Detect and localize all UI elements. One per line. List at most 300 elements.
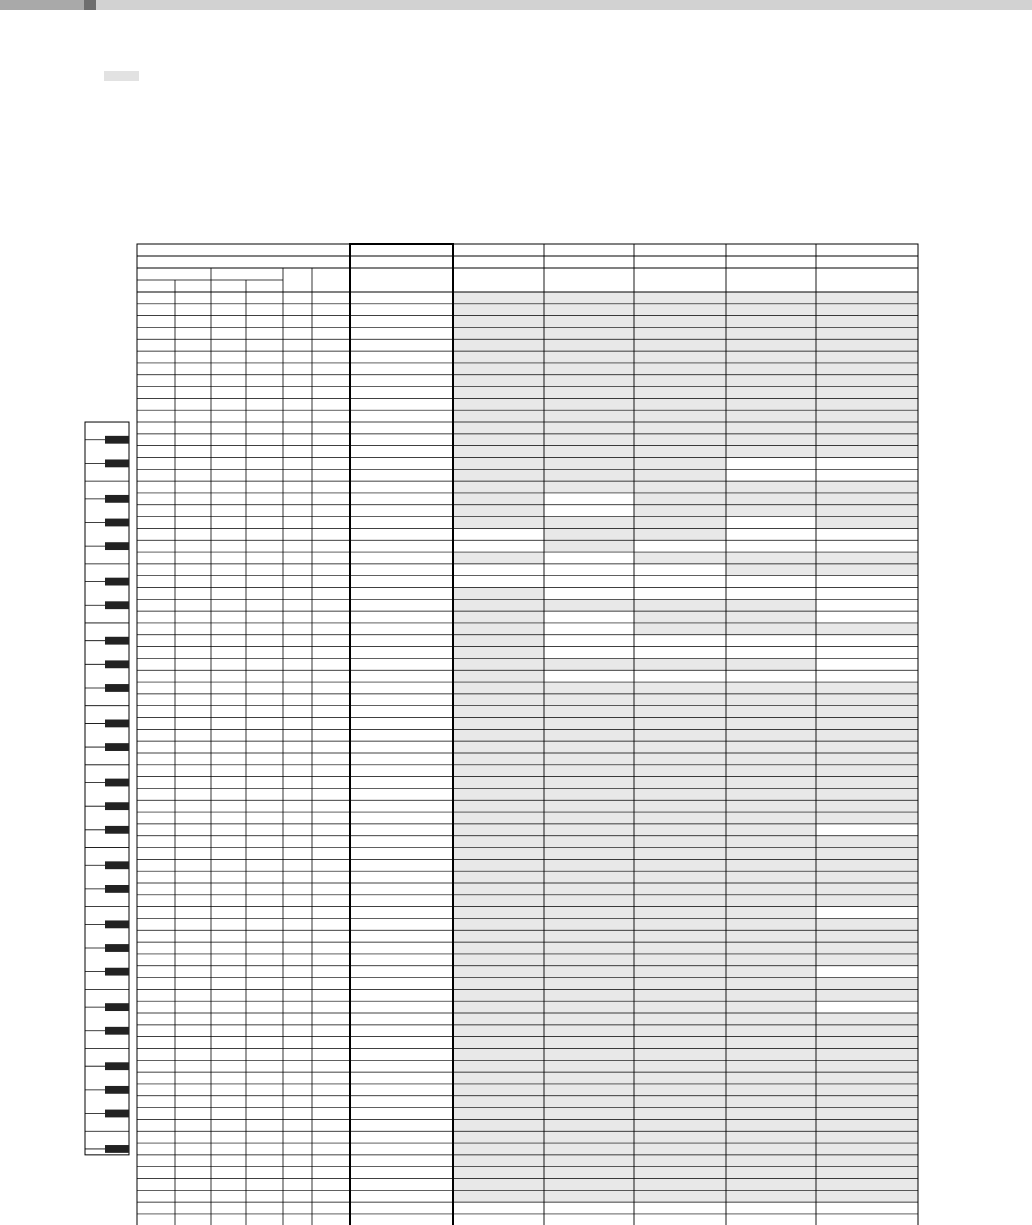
shaded-cell bbox=[453, 398, 544, 410]
shaded-cell bbox=[544, 1119, 634, 1131]
shaded-cell bbox=[634, 1179, 726, 1191]
shaded-cell bbox=[816, 1119, 918, 1131]
shaded-cell bbox=[634, 611, 726, 623]
shaded-cell bbox=[816, 871, 918, 883]
shaded-cell bbox=[634, 552, 726, 564]
shaded-cell bbox=[544, 907, 634, 919]
shaded-cell bbox=[634, 481, 726, 493]
shaded-cell bbox=[544, 316, 634, 328]
shaded-cell bbox=[453, 304, 544, 316]
shaded-cell bbox=[816, 978, 918, 990]
shaded-cell bbox=[544, 682, 634, 694]
shaded-cell bbox=[816, 316, 918, 328]
shaded-cell bbox=[726, 505, 816, 517]
shaded-cell bbox=[634, 1001, 726, 1013]
black-key bbox=[105, 519, 129, 527]
shaded-cell bbox=[544, 859, 634, 871]
shaded-cell bbox=[544, 434, 634, 446]
shaded-cell bbox=[726, 978, 816, 990]
shaded-cell bbox=[634, 422, 726, 434]
shaded-cell bbox=[634, 517, 726, 529]
black-key bbox=[105, 1110, 129, 1118]
shaded-cell bbox=[544, 966, 634, 978]
shaded-cell bbox=[544, 942, 634, 954]
shaded-cell bbox=[816, 706, 918, 718]
shaded-cell bbox=[816, 517, 918, 529]
shaded-cell bbox=[453, 446, 544, 458]
shaded-cell bbox=[816, 883, 918, 895]
shaded-cell bbox=[453, 706, 544, 718]
shaded-cell bbox=[634, 469, 726, 481]
shaded-cell bbox=[634, 658, 726, 670]
shaded-cell bbox=[544, 1013, 634, 1025]
shaded-cell bbox=[726, 1143, 816, 1155]
shaded-cell bbox=[453, 1084, 544, 1096]
shaded-cell bbox=[726, 1167, 816, 1179]
shaded-cell bbox=[453, 883, 544, 895]
shaded-cell bbox=[453, 1096, 544, 1108]
shaded-cell bbox=[453, 517, 544, 529]
shaded-cell bbox=[634, 1025, 726, 1037]
shaded-cell bbox=[634, 339, 726, 351]
shaded-cell bbox=[634, 836, 726, 848]
shaded-cell bbox=[634, 765, 726, 777]
shaded-cell bbox=[544, 387, 634, 399]
shaded-cell bbox=[816, 836, 918, 848]
shaded-cell bbox=[453, 1155, 544, 1167]
shaded-cell bbox=[544, 1084, 634, 1096]
shaded-cell bbox=[453, 422, 544, 434]
shaded-cell bbox=[544, 469, 634, 481]
black-key bbox=[105, 1086, 129, 1094]
shaded-cell bbox=[544, 1096, 634, 1108]
shaded-cell bbox=[544, 800, 634, 812]
shaded-cell bbox=[544, 1001, 634, 1013]
shaded-cell bbox=[634, 446, 726, 458]
shaded-cell bbox=[726, 895, 816, 907]
shaded-cell bbox=[634, 1084, 726, 1096]
shaded-cell bbox=[726, 859, 816, 871]
shaded-cell bbox=[453, 800, 544, 812]
shaded-cell bbox=[544, 339, 634, 351]
shaded-cell bbox=[453, 1048, 544, 1060]
shaded-cell bbox=[453, 930, 544, 942]
shaded-cell bbox=[634, 1108, 726, 1120]
shaded-cell bbox=[816, 859, 918, 871]
shaded-cell bbox=[453, 599, 544, 611]
shaded-cell bbox=[544, 788, 634, 800]
shaded-cell bbox=[544, 599, 634, 611]
black-key bbox=[105, 436, 129, 444]
shaded-cell bbox=[453, 327, 544, 339]
shaded-cell bbox=[544, 1155, 634, 1167]
shaded-cell bbox=[816, 410, 918, 422]
shaded-cell bbox=[816, 339, 918, 351]
shaded-cell bbox=[453, 824, 544, 836]
shaded-cell bbox=[453, 812, 544, 824]
shaded-cell bbox=[634, 434, 726, 446]
shaded-cell bbox=[816, 1025, 918, 1037]
shaded-cell bbox=[726, 753, 816, 765]
shaded-cell bbox=[726, 741, 816, 753]
shaded-cell bbox=[453, 753, 544, 765]
shaded-cell bbox=[726, 1190, 816, 1202]
shaded-cell bbox=[453, 1060, 544, 1072]
shaded-cell bbox=[726, 493, 816, 505]
shaded-cell bbox=[544, 1143, 634, 1155]
shaded-cell bbox=[453, 907, 544, 919]
black-key bbox=[105, 743, 129, 751]
shaded-cell bbox=[634, 363, 726, 375]
shaded-cell bbox=[634, 316, 726, 328]
shaded-cell bbox=[544, 978, 634, 990]
shaded-cell bbox=[634, 1155, 726, 1167]
black-key bbox=[105, 578, 129, 586]
shaded-cell bbox=[544, 1025, 634, 1037]
shaded-cell bbox=[634, 1013, 726, 1025]
shaded-cell bbox=[453, 552, 544, 564]
shaded-cell bbox=[816, 1037, 918, 1049]
shaded-cell bbox=[544, 1072, 634, 1084]
shaded-cell bbox=[816, 1096, 918, 1108]
black-key bbox=[105, 684, 129, 692]
shaded-cell bbox=[726, 788, 816, 800]
black-key bbox=[105, 826, 129, 834]
shaded-cell bbox=[634, 387, 726, 399]
shaded-cell bbox=[726, 765, 816, 777]
shaded-cell bbox=[544, 481, 634, 493]
shaded-cell bbox=[544, 398, 634, 410]
shaded-cell bbox=[634, 907, 726, 919]
shaded-cell bbox=[726, 1025, 816, 1037]
shaded-cell bbox=[816, 1179, 918, 1191]
black-key bbox=[105, 802, 129, 810]
shaded-cell bbox=[816, 422, 918, 434]
shaded-cell bbox=[726, 552, 816, 564]
black-key bbox=[105, 495, 129, 503]
shaded-cell bbox=[726, 339, 816, 351]
shaded-cell bbox=[634, 398, 726, 410]
shaded-cell bbox=[816, 552, 918, 564]
shaded-cell bbox=[816, 1084, 918, 1096]
shaded-cell bbox=[544, 848, 634, 860]
shaded-cell bbox=[634, 304, 726, 316]
shaded-cell bbox=[453, 1143, 544, 1155]
shaded-cell bbox=[453, 635, 544, 647]
shaded-cell bbox=[453, 741, 544, 753]
shaded-cell bbox=[726, 800, 816, 812]
shaded-cell bbox=[816, 292, 918, 304]
shaded-cell bbox=[726, 1096, 816, 1108]
shaded-cell bbox=[726, 387, 816, 399]
shaded-cell bbox=[634, 1167, 726, 1179]
shaded-cell bbox=[816, 848, 918, 860]
shaded-cell bbox=[453, 481, 544, 493]
black-key bbox=[105, 885, 129, 893]
shaded-cell bbox=[634, 777, 726, 789]
shaded-cell bbox=[816, 1131, 918, 1143]
shaded-cell bbox=[816, 753, 918, 765]
shaded-cell bbox=[453, 469, 544, 481]
shaded-cell bbox=[726, 658, 816, 670]
shaded-cell bbox=[544, 446, 634, 458]
shaded-cell bbox=[544, 1108, 634, 1120]
shaded-cell bbox=[816, 788, 918, 800]
shaded-cell bbox=[816, 682, 918, 694]
shaded-cell bbox=[544, 658, 634, 670]
black-key bbox=[105, 944, 129, 952]
shaded-cell bbox=[816, 777, 918, 789]
black-key bbox=[105, 779, 129, 787]
shaded-cell bbox=[816, 387, 918, 399]
shaded-cell bbox=[726, 824, 816, 836]
shaded-cell bbox=[816, 434, 918, 446]
shaded-cell bbox=[726, 1013, 816, 1025]
shaded-cell bbox=[544, 718, 634, 730]
shaded-cell bbox=[453, 611, 544, 623]
shaded-cell bbox=[726, 694, 816, 706]
shaded-cell bbox=[816, 1072, 918, 1084]
shaded-cell bbox=[453, 1025, 544, 1037]
shaded-cell bbox=[726, 942, 816, 954]
shaded-cell bbox=[634, 942, 726, 954]
shaded-cell bbox=[453, 836, 544, 848]
shaded-cell bbox=[453, 765, 544, 777]
shaded-cell bbox=[726, 966, 816, 978]
shaded-cell bbox=[453, 1108, 544, 1120]
shaded-cell bbox=[634, 918, 726, 930]
shaded-cell bbox=[634, 718, 726, 730]
shaded-cell bbox=[816, 493, 918, 505]
shaded-cell bbox=[544, 836, 634, 848]
shaded-cell bbox=[544, 1037, 634, 1049]
shaded-cell bbox=[816, 1155, 918, 1167]
shaded-cell bbox=[453, 1179, 544, 1191]
shaded-cell bbox=[634, 1048, 726, 1060]
shaded-cell bbox=[634, 694, 726, 706]
shaded-cell bbox=[453, 788, 544, 800]
shaded-cell bbox=[726, 1072, 816, 1084]
shaded-cell bbox=[816, 989, 918, 1001]
shaded-cell bbox=[726, 836, 816, 848]
shaded-cell bbox=[726, 907, 816, 919]
shaded-cell bbox=[634, 989, 726, 1001]
shaded-cell bbox=[634, 1190, 726, 1202]
name-column-box bbox=[350, 244, 453, 1225]
shaded-cell bbox=[453, 989, 544, 1001]
shaded-cell bbox=[726, 1084, 816, 1096]
shaded-cell bbox=[544, 729, 634, 741]
shaded-cell bbox=[634, 788, 726, 800]
shaded-cell bbox=[726, 812, 816, 824]
shaded-cell bbox=[634, 528, 726, 540]
shaded-cell bbox=[453, 895, 544, 907]
shaded-cell bbox=[816, 363, 918, 375]
shaded-cell bbox=[816, 446, 918, 458]
shaded-cell bbox=[453, 718, 544, 730]
shaded-cell bbox=[544, 351, 634, 363]
shaded-cell bbox=[453, 505, 544, 517]
shaded-cell bbox=[726, 292, 816, 304]
shaded-cell bbox=[544, 989, 634, 1001]
shaded-cell bbox=[726, 410, 816, 422]
shaded-cell bbox=[726, 777, 816, 789]
shaded-cell bbox=[634, 1037, 726, 1049]
shaded-cell bbox=[816, 304, 918, 316]
shaded-cell bbox=[816, 1167, 918, 1179]
shaded-cell bbox=[453, 1190, 544, 1202]
shaded-cell bbox=[816, 930, 918, 942]
shaded-cell bbox=[453, 316, 544, 328]
shaded-cell bbox=[726, 1060, 816, 1072]
keyboard-outline bbox=[85, 422, 129, 1155]
shaded-cell bbox=[726, 611, 816, 623]
black-key bbox=[105, 1003, 129, 1011]
shaded-cell bbox=[816, 1048, 918, 1060]
shaded-cell bbox=[726, 375, 816, 387]
shaded-cell bbox=[453, 848, 544, 860]
shaded-cell bbox=[453, 375, 544, 387]
shaded-cell bbox=[544, 304, 634, 316]
shaded-cell bbox=[726, 316, 816, 328]
shaded-cell bbox=[453, 777, 544, 789]
black-key bbox=[105, 1145, 129, 1153]
shaded-cell bbox=[726, 706, 816, 718]
shaded-cell bbox=[544, 1167, 634, 1179]
shaded-cell bbox=[726, 422, 816, 434]
shaded-cell bbox=[816, 694, 918, 706]
shaded-cell bbox=[726, 446, 816, 458]
shaded-cell bbox=[816, 895, 918, 907]
shaded-cell bbox=[453, 670, 544, 682]
shaded-cell bbox=[544, 1179, 634, 1191]
shaded-cell bbox=[726, 1155, 816, 1167]
shaded-cell bbox=[544, 410, 634, 422]
shaded-cell bbox=[634, 883, 726, 895]
shaded-cell bbox=[634, 457, 726, 469]
shaded-cell bbox=[544, 706, 634, 718]
black-key bbox=[105, 920, 129, 928]
shaded-cell bbox=[634, 859, 726, 871]
shaded-cell bbox=[634, 741, 726, 753]
shaded-cell bbox=[726, 1001, 816, 1013]
shaded-cell bbox=[453, 1119, 544, 1131]
shaded-cell bbox=[726, 848, 816, 860]
shaded-cell bbox=[453, 410, 544, 422]
black-key bbox=[105, 720, 129, 728]
shaded-cell bbox=[816, 623, 918, 635]
shaded-cell bbox=[544, 1190, 634, 1202]
shaded-cell bbox=[544, 1131, 634, 1143]
shaded-cell bbox=[816, 375, 918, 387]
shaded-cell bbox=[726, 1048, 816, 1060]
shaded-cell bbox=[816, 481, 918, 493]
shaded-cell bbox=[453, 1131, 544, 1143]
shaded-cell bbox=[726, 930, 816, 942]
shaded-cell bbox=[453, 351, 544, 363]
shaded-cell bbox=[634, 930, 726, 942]
shaded-cell bbox=[726, 718, 816, 730]
shaded-cell bbox=[634, 871, 726, 883]
black-key bbox=[105, 861, 129, 869]
shaded-cell bbox=[544, 528, 634, 540]
shaded-cell bbox=[453, 434, 544, 446]
shaded-cell bbox=[726, 871, 816, 883]
shaded-cell bbox=[544, 824, 634, 836]
shaded-cell bbox=[634, 493, 726, 505]
shaded-cell bbox=[453, 292, 544, 304]
shaded-cell bbox=[453, 859, 544, 871]
shaded-cell bbox=[816, 1060, 918, 1072]
shaded-cell bbox=[726, 1037, 816, 1049]
shaded-cell bbox=[634, 327, 726, 339]
shaded-cell bbox=[816, 1108, 918, 1120]
shaded-cell bbox=[816, 351, 918, 363]
shaded-cell bbox=[544, 777, 634, 789]
black-key bbox=[105, 1062, 129, 1070]
shaded-cell bbox=[544, 765, 634, 777]
shaded-cell bbox=[816, 327, 918, 339]
shaded-cell bbox=[453, 658, 544, 670]
shaded-cell bbox=[726, 682, 816, 694]
shaded-cell bbox=[453, 1167, 544, 1179]
shaded-cell bbox=[634, 505, 726, 517]
shaded-cell bbox=[544, 327, 634, 339]
shaded-cell bbox=[544, 292, 634, 304]
shaded-cell bbox=[726, 729, 816, 741]
shaded-cell bbox=[453, 623, 544, 635]
shaded-cell bbox=[726, 883, 816, 895]
shaded-cell bbox=[634, 954, 726, 966]
shaded-cell bbox=[634, 292, 726, 304]
shaded-cell bbox=[544, 457, 634, 469]
shaded-cell bbox=[634, 1119, 726, 1131]
shaded-cell bbox=[816, 765, 918, 777]
shaded-cell bbox=[634, 375, 726, 387]
shaded-cell bbox=[726, 1108, 816, 1120]
shaded-cell bbox=[453, 871, 544, 883]
shaded-cell bbox=[453, 588, 544, 600]
black-key bbox=[105, 459, 129, 467]
shaded-cell bbox=[634, 599, 726, 611]
shaded-cell bbox=[726, 351, 816, 363]
black-key bbox=[105, 1027, 129, 1035]
shaded-cell bbox=[544, 812, 634, 824]
shaded-cell bbox=[726, 1131, 816, 1143]
shaded-cell bbox=[816, 505, 918, 517]
shaded-cell bbox=[453, 1037, 544, 1049]
shaded-cell bbox=[726, 954, 816, 966]
shaded-cell bbox=[816, 1143, 918, 1155]
shaded-cell bbox=[544, 1048, 634, 1060]
shaded-cell bbox=[544, 363, 634, 375]
shaded-cell bbox=[726, 623, 816, 635]
shaded-cell bbox=[453, 493, 544, 505]
shaded-cell bbox=[726, 398, 816, 410]
shaded-cell bbox=[816, 800, 918, 812]
shaded-cell bbox=[453, 457, 544, 469]
shaded-cell bbox=[453, 694, 544, 706]
shaded-cell bbox=[634, 1131, 726, 1143]
shaded-cell bbox=[726, 989, 816, 1001]
shaded-cell bbox=[453, 978, 544, 990]
shaded-cell bbox=[544, 517, 634, 529]
shaded-cell bbox=[634, 1096, 726, 1108]
shaded-cell bbox=[544, 954, 634, 966]
shaded-cell bbox=[453, 647, 544, 659]
shaded-cell bbox=[544, 540, 634, 552]
shaded-cell bbox=[544, 753, 634, 765]
